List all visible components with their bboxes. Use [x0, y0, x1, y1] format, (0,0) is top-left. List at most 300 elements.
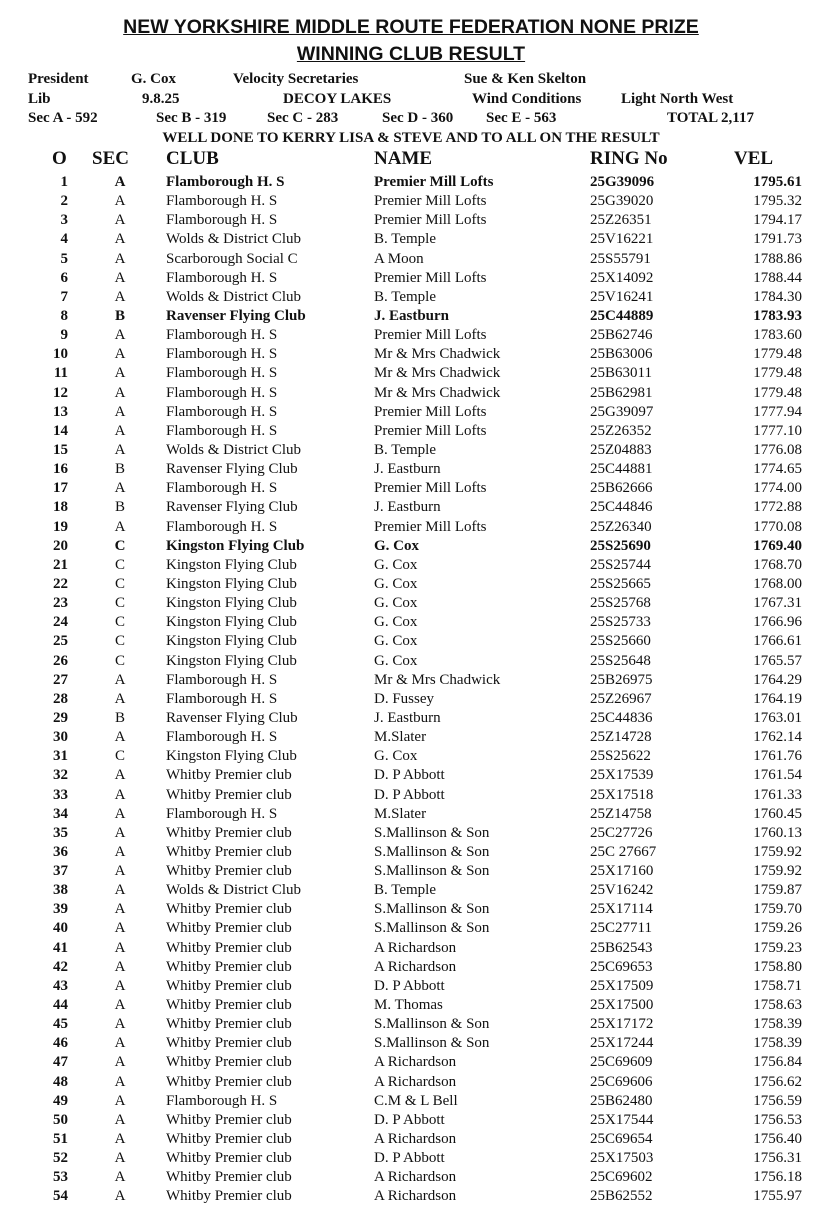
table-row: [0, 786, 822, 805]
cell-name: Premier Mill Lofts: [374, 518, 487, 535]
cell-name: G. Cox: [374, 633, 418, 650]
cell-name: Mr & Mrs Chadwick: [374, 365, 501, 382]
cell-position: 2: [60, 193, 68, 210]
cell-club: Wolds & District Club: [166, 288, 302, 305]
cell-section: C: [114, 595, 125, 612]
cell-velocity: 1795.32: [753, 193, 802, 210]
cell-club: Flamborough H. S: [166, 346, 278, 363]
cell-name: Premier Mill Lofts: [374, 422, 487, 439]
table-row: [0, 1111, 822, 1130]
cell-ring-number: 25X17500: [590, 997, 654, 1014]
cell-club: Whitby Premier club: [166, 920, 292, 937]
cell-position: 45: [53, 1016, 68, 1033]
cell-name: J. Eastburn: [374, 461, 441, 478]
cell-position: 15: [53, 441, 68, 458]
cell-position: 10: [53, 346, 68, 363]
cell-ring-number: 25B62552: [590, 1188, 653, 1205]
cell-section: A: [114, 480, 126, 497]
cell-club: Flamborough H. S: [166, 480, 278, 497]
cell-position: 23: [53, 595, 68, 612]
cell-section: A: [114, 384, 126, 401]
wind-label: Wind Conditions: [472, 91, 582, 107]
cell-name: Premier Mill Lofts: [374, 327, 487, 344]
cell-velocity: 1794.17: [753, 212, 802, 229]
cell-position: 21: [53, 556, 68, 573]
cell-ring-number: 25C69654: [590, 1131, 653, 1148]
cell-velocity: 1756.84: [753, 1054, 802, 1071]
cell-position: 33: [53, 786, 68, 803]
cell-club: Kingston Flying Club: [166, 652, 297, 669]
cell-position: 24: [53, 614, 68, 631]
cell-velocity: 1770.08: [753, 518, 802, 535]
cell-club: Kingston Flying Club: [166, 575, 297, 592]
cell-ring-number: 25B62666: [590, 480, 653, 497]
cell-section: C: [114, 575, 125, 592]
cell-velocity: 1756.62: [753, 1073, 802, 1090]
cell-ring-number: 25X17544: [590, 1111, 654, 1128]
section-e-count: Sec E - 563: [486, 110, 557, 126]
cell-name: Mr & Mrs Chadwick: [374, 346, 501, 363]
table-row: [0, 441, 822, 460]
table-row: [0, 709, 822, 728]
table-row: [0, 747, 822, 766]
table-row: [0, 1187, 822, 1206]
cell-position: 17: [53, 480, 68, 497]
cell-section: A: [114, 863, 126, 880]
cell-section: A: [114, 269, 126, 286]
cell-club: Flamborough H. S: [166, 690, 278, 707]
cell-velocity: 1766.61: [753, 633, 802, 650]
table-row: [0, 843, 822, 862]
cell-club: Ravenser Flying Club: [166, 461, 298, 478]
cell-ring-number: 25Z26351: [590, 212, 652, 229]
cell-club: Flamborough H. S: [166, 1092, 278, 1109]
cell-ring-number: 25C44881: [590, 461, 653, 478]
section-a-count: Sec A - 592: [28, 110, 98, 126]
table-row: [0, 766, 822, 785]
cell-section: A: [114, 767, 126, 784]
table-row: [0, 537, 822, 556]
cell-section: A: [114, 1150, 126, 1167]
table-row: [0, 671, 822, 690]
cell-velocity: 1788.44: [753, 269, 802, 286]
cell-name: D. P Abbott: [374, 786, 445, 803]
cell-ring-number: 25S25733: [590, 614, 651, 631]
table-row: [0, 288, 822, 307]
table-row: [0, 1034, 822, 1053]
cell-position: 31: [53, 748, 68, 765]
cell-name: G. Cox: [374, 614, 418, 631]
cell-name: S.Mallinson & Son: [374, 920, 490, 937]
cell-club: Wolds & District Club: [166, 882, 302, 899]
cell-ring-number: 25B63006: [590, 346, 653, 363]
cell-name: D. P Abbott: [374, 1111, 445, 1128]
cell-velocity: 1783.93: [753, 307, 802, 324]
section-d-count: Sec D - 360: [382, 110, 454, 126]
cell-velocity: 1758.39: [753, 1016, 802, 1033]
cell-club: Whitby Premier club: [166, 1035, 292, 1052]
cell-position: 43: [53, 977, 68, 994]
cell-club: Flamborough H. S: [166, 269, 278, 286]
cell-position: 8: [60, 307, 68, 324]
cell-club: Flamborough H. S: [166, 384, 278, 401]
cell-position: 27: [53, 671, 68, 688]
table-row: [0, 518, 822, 537]
cell-name: D. P Abbott: [374, 1150, 445, 1167]
table-row: [0, 422, 822, 441]
cell-club: Flamborough H. S: [166, 212, 278, 229]
cell-ring-number: 25C44846: [590, 499, 653, 516]
cell-club: Flamborough H. S: [166, 805, 278, 822]
cell-position: 34: [53, 805, 68, 822]
cell-section: A: [114, 920, 126, 937]
cell-name: Premier Mill Lofts: [374, 480, 487, 497]
cell-position: 52: [53, 1150, 68, 1167]
cell-section: A: [114, 1035, 126, 1052]
cell-section: A: [114, 729, 126, 746]
cell-club: Whitby Premier club: [166, 901, 292, 918]
col-header-name: NAME: [374, 148, 433, 169]
cell-name: M.Slater: [374, 729, 427, 746]
cell-velocity: 1756.18: [753, 1169, 802, 1186]
cell-ring-number: 25B62981: [590, 384, 653, 401]
cell-velocity: 1772.88: [753, 499, 802, 516]
table-row: [0, 977, 822, 996]
col-header-club: CLUB: [166, 148, 219, 169]
table-row: [0, 498, 822, 517]
table-row: [0, 1130, 822, 1149]
cell-position: 1: [60, 174, 68, 190]
cell-section: C: [114, 633, 125, 650]
cell-club: Whitby Premier club: [166, 824, 292, 841]
cell-club: Whitby Premier club: [166, 958, 292, 975]
cell-position: 4: [60, 231, 68, 248]
cell-section: A: [114, 441, 126, 458]
cell-ring-number: 25Z14728: [590, 729, 652, 746]
cell-ring-number: 25V16242: [590, 882, 654, 899]
cell-ring-number: 25Z14758: [590, 805, 652, 822]
cell-position: 38: [53, 882, 68, 899]
cell-section: A: [114, 288, 126, 305]
cell-section: A: [114, 346, 126, 363]
table-row: [0, 575, 822, 594]
table-row: [0, 690, 822, 709]
cell-section: A: [114, 422, 126, 439]
cell-name: J. Eastburn: [374, 307, 450, 324]
cell-velocity: 1779.48: [753, 384, 802, 401]
cell-position: 46: [53, 1035, 68, 1052]
cell-name: Premier Mill Lofts: [374, 193, 487, 210]
cell-velocity: 1759.92: [753, 863, 802, 880]
cell-ring-number: 25X17114: [590, 901, 653, 918]
cell-position: 6: [60, 269, 68, 286]
table-row: [0, 364, 822, 383]
cell-velocity: 1758.71: [753, 977, 802, 994]
cell-club: Ravenser Flying Club: [166, 307, 306, 324]
cell-name: D. Fussey: [374, 690, 435, 707]
cell-ring-number: 25Z26340: [590, 518, 652, 535]
cell-ring-number: 25X17509: [590, 977, 654, 994]
cell-velocity: 1761.76: [753, 748, 802, 765]
cell-velocity: 1779.48: [753, 365, 802, 382]
cell-section: A: [114, 403, 126, 420]
cell-ring-number: 25Z04883: [590, 441, 652, 458]
cell-name: G. Cox: [374, 652, 418, 669]
cell-club: Whitby Premier club: [166, 863, 292, 880]
lib-label: Lib: [28, 91, 51, 107]
cell-ring-number: 25C44889: [590, 307, 654, 324]
president-label: President: [28, 71, 89, 87]
cell-velocity: 1783.60: [753, 327, 802, 344]
cell-section: A: [114, 1131, 126, 1148]
cell-section: A: [114, 671, 126, 688]
table-row: [0, 230, 822, 249]
cell-velocity: 1758.80: [753, 958, 802, 975]
cell-ring-number: 25S25648: [590, 652, 651, 669]
cell-name: Mr & Mrs Chadwick: [374, 671, 501, 688]
cell-velocity: 1788.86: [753, 250, 802, 267]
cell-position: 14: [53, 422, 68, 439]
cell-position: 48: [53, 1073, 68, 1090]
table-row: [0, 652, 822, 671]
cell-velocity: 1774.65: [753, 461, 802, 478]
cell-section: C: [114, 748, 125, 765]
cell-ring-number: 25B62746: [590, 327, 653, 344]
velocity-value: Sue & Ken Skelton: [464, 71, 587, 87]
cell-position: 28: [53, 690, 68, 707]
cell-position: 18: [53, 499, 68, 516]
cell-name: S.Mallinson & Son: [374, 1035, 490, 1052]
cell-ring-number: 25B26975: [590, 671, 653, 688]
cell-section: A: [114, 805, 126, 822]
table-row: [0, 479, 822, 498]
cell-section: A: [114, 518, 126, 535]
cell-club: Whitby Premier club: [166, 1016, 292, 1033]
cell-name: A Richardson: [374, 1054, 457, 1071]
cell-club: Whitby Premier club: [166, 843, 292, 860]
cell-club: Whitby Premier club: [166, 1054, 292, 1071]
cell-name: S.Mallinson & Son: [374, 824, 490, 841]
cell-club: Kingston Flying Club: [166, 595, 297, 612]
cell-name: B. Temple: [374, 882, 436, 899]
cell-section: A: [114, 997, 126, 1014]
cell-club: Whitby Premier club: [166, 997, 292, 1014]
congratulations-note: WELL DONE TO KERRY LISA & STEVE AND TO ALL ON THE RESULT: [162, 130, 660, 146]
table-row: [0, 403, 822, 422]
cell-section: B: [114, 499, 125, 516]
cell-section: B: [114, 307, 125, 324]
cell-ring-number: 25S25665: [590, 575, 651, 592]
cell-position: 51: [53, 1131, 68, 1148]
cell-name: M. Thomas: [374, 997, 443, 1014]
cell-ring-number: 25C69653: [590, 958, 653, 975]
cell-name: A Richardson: [374, 1073, 457, 1090]
section-b-count: Sec B - 319: [156, 110, 227, 126]
table-row: [0, 958, 822, 977]
cell-velocity: 1764.29: [753, 671, 802, 688]
cell-velocity: 1759.92: [753, 843, 802, 860]
cell-club: Kingston Flying Club: [166, 633, 297, 650]
cell-ring-number: 25Z26967: [590, 690, 652, 707]
cell-section: A: [114, 843, 126, 860]
cell-velocity: 1761.33: [753, 786, 802, 803]
cell-velocity: 1755.97: [753, 1188, 802, 1205]
cell-velocity: 1769.40: [753, 537, 802, 554]
cell-velocity: 1776.08: [753, 441, 802, 458]
table-row: [0, 632, 822, 651]
cell-velocity: 1759.26: [753, 920, 802, 937]
cell-ring-number: 25C69606: [590, 1073, 653, 1090]
cell-club: Whitby Premier club: [166, 1073, 292, 1090]
cell-club: Flamborough H. S: [166, 193, 278, 210]
cell-name: Premier Mill Lofts: [374, 403, 487, 420]
cell-section: A: [114, 212, 126, 229]
document-subtitle: WINNING CLUB RESULT: [296, 43, 526, 65]
cell-position: 13: [53, 403, 68, 420]
cell-velocity: 1777.10: [753, 422, 802, 439]
cell-club: Flamborough H. S: [166, 422, 278, 439]
cell-name: J. Eastburn: [374, 499, 441, 516]
cell-section: A: [114, 1054, 126, 1071]
cell-velocity: 1784.30: [753, 288, 802, 305]
total-count: TOTAL 2,117: [667, 110, 754, 126]
cell-club: Whitby Premier club: [166, 1150, 292, 1167]
cell-ring-number: 25C27726: [590, 824, 653, 841]
cell-name: B. Temple: [374, 441, 436, 458]
table-row: [0, 556, 822, 575]
cell-name: G. Cox: [374, 556, 418, 573]
cell-position: 47: [53, 1054, 68, 1071]
cell-section: C: [114, 652, 125, 669]
cell-ring-number: 25X17539: [590, 767, 654, 784]
cell-position: 22: [53, 575, 68, 592]
cell-section: A: [114, 1092, 126, 1109]
table-row: [0, 594, 822, 613]
cell-name: Premier Mill Lofts: [374, 174, 494, 190]
cell-ring-number: 25S25768: [590, 595, 651, 612]
cell-name: S.Mallinson & Son: [374, 863, 490, 880]
cell-position: 3: [60, 212, 68, 229]
table-row: [0, 345, 822, 364]
cell-velocity: 1760.13: [753, 824, 802, 841]
cell-club: Whitby Premier club: [166, 1188, 292, 1205]
cell-section: C: [114, 614, 125, 631]
cell-club: Whitby Premier club: [166, 1111, 292, 1128]
cell-name: G. Cox: [374, 748, 418, 765]
cell-ring-number: 25V16241: [590, 288, 654, 305]
table-row: [0, 728, 822, 747]
cell-name: A Richardson: [374, 1188, 457, 1205]
cell-club: Flamborough H. S: [166, 327, 278, 344]
cell-ring-number: 25C44836: [590, 709, 653, 726]
cell-name: M.Slater: [374, 805, 427, 822]
cell-velocity: 1791.73: [753, 231, 802, 248]
cell-velocity: 1763.01: [753, 709, 802, 726]
cell-velocity: 1759.70: [753, 901, 802, 918]
table-row: [0, 173, 822, 192]
cell-club: Flamborough H. S: [166, 729, 278, 746]
cell-velocity: 1762.14: [753, 729, 802, 746]
cell-section: A: [114, 327, 126, 344]
cell-section: A: [114, 939, 126, 956]
table-row: [0, 384, 822, 403]
cell-position: 36: [53, 843, 68, 860]
cell-position: 12: [53, 384, 68, 401]
table-row: [0, 805, 822, 824]
cell-section: A: [114, 1111, 126, 1128]
cell-section: A: [114, 1073, 126, 1090]
cell-section: A: [114, 250, 126, 267]
table-row: [0, 824, 822, 843]
cell-position: 49: [53, 1092, 68, 1109]
cell-ring-number: 25S25660: [590, 633, 651, 650]
cell-club: Whitby Premier club: [166, 939, 292, 956]
cell-position: 42: [53, 958, 68, 975]
table-row: [0, 307, 822, 326]
cell-club: Flamborough H. S: [166, 518, 278, 535]
cell-position: 53: [53, 1169, 68, 1186]
cell-club: Scarborough Social C: [166, 250, 298, 267]
cell-club: Flamborough H. S: [166, 671, 278, 688]
cell-position: 35: [53, 824, 68, 841]
col-header-sec: SEC: [92, 148, 129, 169]
cell-name: D. P Abbott: [374, 977, 445, 994]
table-row: [0, 192, 822, 211]
cell-name: A Richardson: [374, 958, 457, 975]
cell-position: 16: [53, 461, 68, 478]
cell-club: Kingston Flying Club: [166, 614, 297, 631]
table-row: [0, 939, 822, 958]
table-row: [0, 1073, 822, 1092]
results-table: [0, 173, 822, 1207]
cell-ring-number: 25X17244: [590, 1035, 654, 1052]
cell-name: J. Eastburn: [374, 709, 441, 726]
cell-name: B. Temple: [374, 231, 436, 248]
cell-velocity: 1779.48: [753, 346, 802, 363]
cell-name: G. Cox: [374, 575, 418, 592]
cell-section: A: [114, 365, 126, 382]
cell-section: A: [114, 1169, 126, 1186]
cell-name: S.Mallinson & Son: [374, 843, 490, 860]
cell-velocity: 1759.23: [753, 939, 802, 956]
table-row: [0, 1015, 822, 1034]
cell-ring-number: 25C 27667: [590, 843, 657, 860]
table-row: [0, 269, 822, 288]
cell-position: 25: [53, 633, 68, 650]
cell-position: 44: [53, 997, 68, 1014]
table-row: [0, 881, 822, 900]
section-c-count: Sec C - 283: [267, 110, 339, 126]
cell-section: A: [114, 901, 126, 918]
cell-section: C: [114, 556, 125, 573]
cell-ring-number: 25S25690: [590, 537, 651, 554]
cell-ring-number: 25B62480: [590, 1092, 653, 1109]
cell-section: B: [114, 461, 125, 478]
cell-velocity: 1765.57: [753, 652, 802, 669]
cell-position: 50: [53, 1111, 68, 1128]
cell-ring-number: 25S25622: [590, 748, 651, 765]
cell-ring-number: 25C69609: [590, 1054, 653, 1071]
cell-velocity: 1758.63: [753, 997, 802, 1014]
cell-section: C: [114, 537, 126, 554]
cell-velocity: 1758.39: [753, 1035, 802, 1052]
cell-velocity: 1756.40: [753, 1131, 802, 1148]
cell-club: Kingston Flying Club: [166, 748, 297, 765]
cell-name: Premier Mill Lofts: [374, 212, 487, 229]
cell-section: B: [114, 709, 125, 726]
cell-name: G. Cox: [374, 537, 419, 554]
cell-ring-number: 25B62543: [590, 939, 653, 956]
